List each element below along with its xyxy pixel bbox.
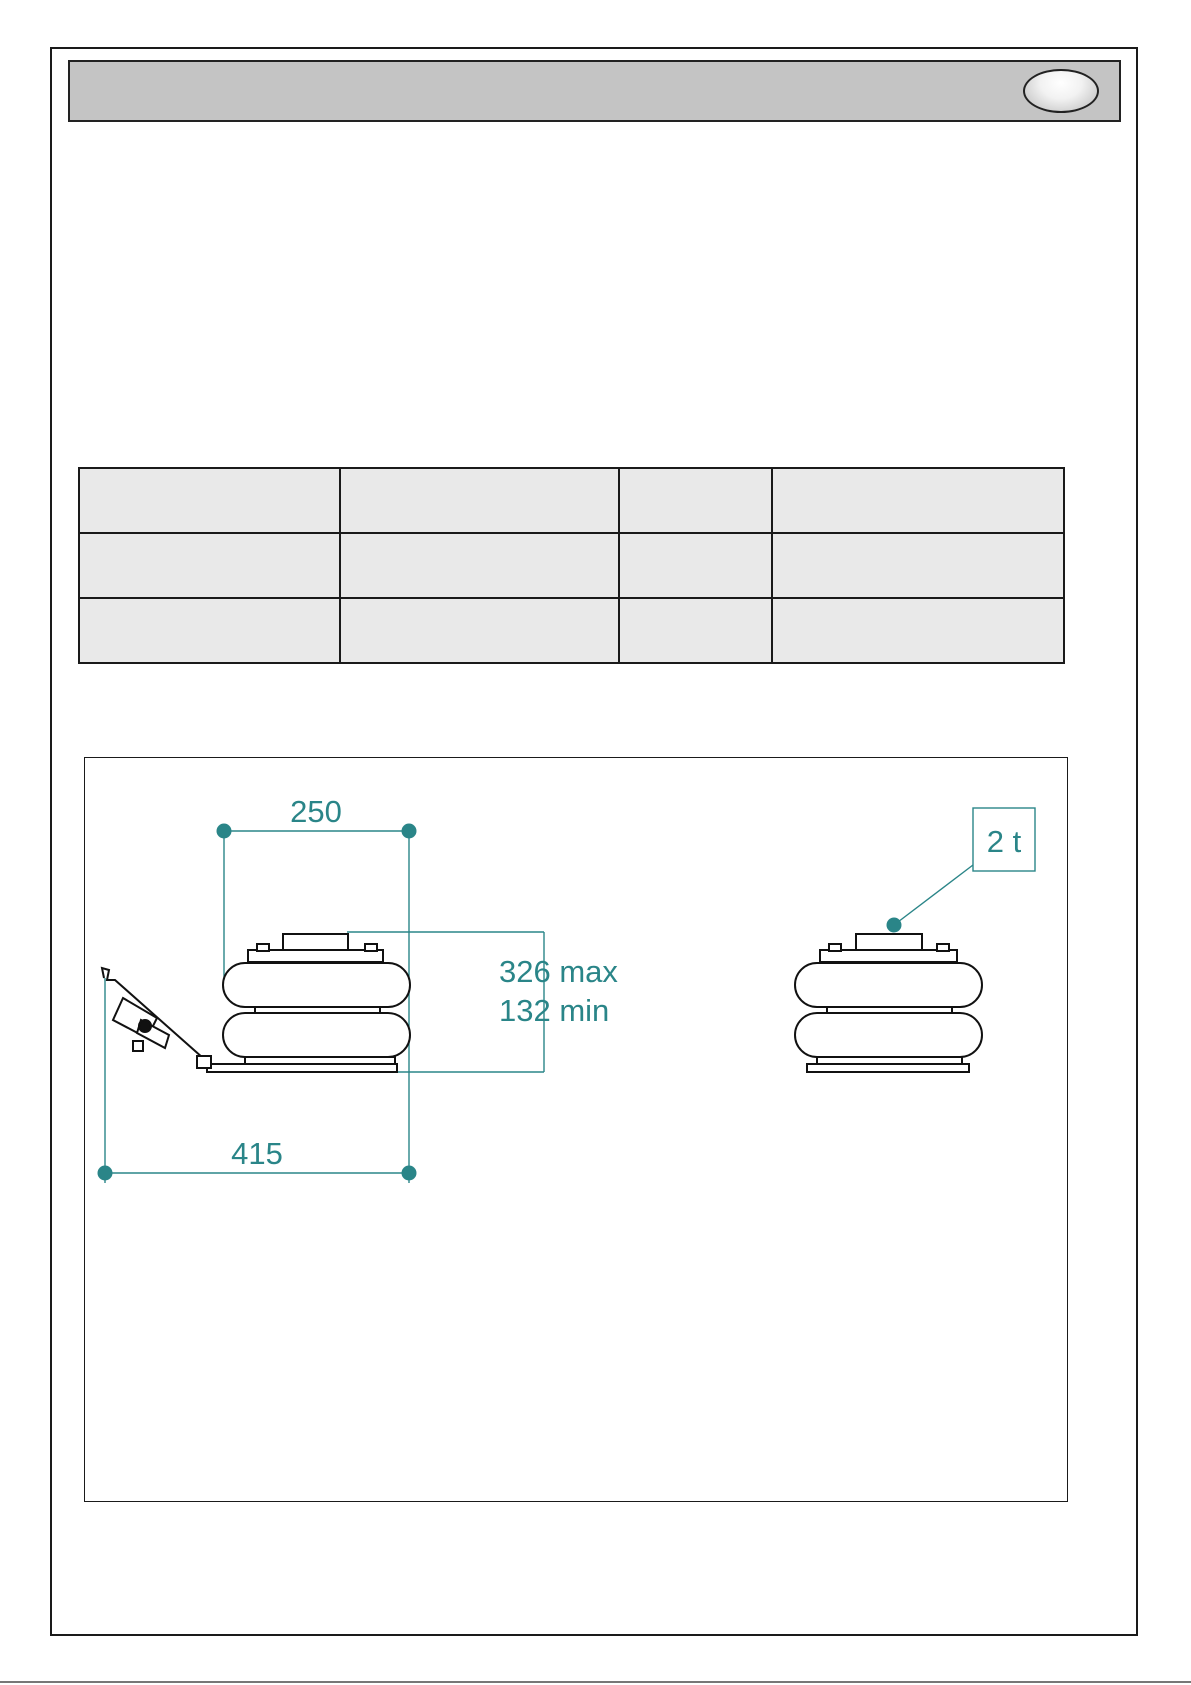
language-badge [1023, 69, 1099, 113]
table-cell [79, 533, 340, 598]
table-cell [340, 533, 619, 598]
capacity-callout [887, 808, 1036, 933]
table-cell [79, 598, 340, 663]
table-cell [772, 598, 1064, 663]
table-cell [619, 598, 772, 663]
air-jack-side-view [102, 934, 410, 1072]
height-max-label: 326 max [499, 954, 618, 989]
table-cell [619, 468, 772, 533]
table-row [79, 533, 1064, 598]
capacity-label: 2 t [986, 824, 1022, 859]
table-cell [340, 598, 619, 663]
table-cell [340, 468, 619, 533]
width-dimension-label: 250 [290, 794, 342, 829]
table-row [79, 598, 1064, 663]
technical-drawing [84, 757, 1068, 1502]
table-cell [772, 468, 1064, 533]
specification-table [78, 467, 1065, 664]
table-cell [772, 533, 1064, 598]
table-cell [619, 533, 772, 598]
table-cell [79, 468, 340, 533]
height-min-label: 132 min [499, 993, 610, 1028]
length-dimension-label: 415 [231, 1136, 283, 1171]
page-bottom-divider [0, 1681, 1191, 1683]
section-header-bar [68, 60, 1121, 122]
air-jack-front-view [795, 934, 982, 1072]
table-row [79, 468, 1064, 533]
